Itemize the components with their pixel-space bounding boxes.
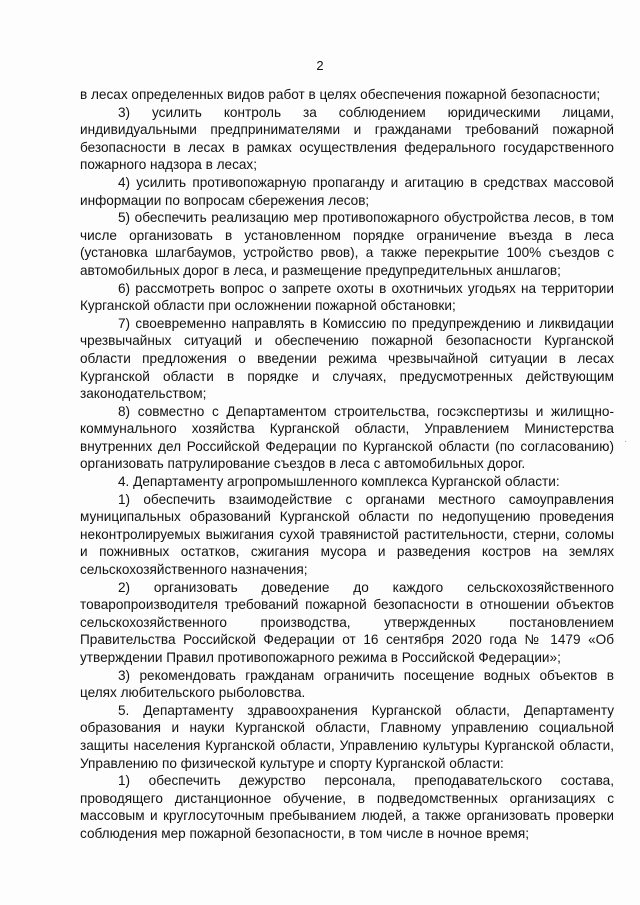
paragraph-section-4-item-3: 3) рекомендовать гражданам ограничить посещение водных объектов в целях любительского рыболовства.: [80, 667, 614, 701]
margin-mark: ·: [624, 436, 628, 447]
document-body: [80, 86, 614, 843]
paragraph-item-3: 3) усилить контроль за соблюдением юридическими лицами, индивидуальными предпринимателями и гражданами требований пожарной безопасности в лесах в рамках осуществления федерального государственного пожарного надзора в лесах;: [80, 104, 614, 173]
paragraph-item-8: 8) совместно с Департаментом строительства, госэкспертизы и жилищно-коммунального хозяйства Курганской области, Управлением Министерства внутренних дел Российской Федерации по Курганской области (по согласованию) организовать патрулирование съездов в леса с автомобильных дорог.: [80, 403, 614, 472]
paragraph-section-4: 4. Департаменту агропромышленного комплекса Курганской области:: [118, 474, 560, 490]
paragraph-item-6: 6) рассмотреть вопрос о запрете охоты в охотничьих угодьях на территории Курганской области при осложнении пожарной обстановки;: [80, 280, 614, 314]
paragraph-section-5-item-1: 1) обеспечить дежурство персонала, преподавательского состава, проводящего дистанционное обучение, в подведомственных организациях с массовым и круглосуточным пребыванием людей, а также организовать проверки соблюдения мер пожарной безопасности, в том числе в ночное время;: [80, 773, 614, 841]
paragraph-continuation: в лесах определенных видов работ в целях обеспечения пожарной безопасности;: [80, 87, 601, 102]
paragraph-item-5: 5) обеспечить реализацию мер противопожарного обустройства лесов, в том числе организовать в установленном порядке ограничение въезда в леса (установка шлагбаумов, устройство рвов), а также перекрытие 100% съездов с автомобильных дорог в леса, и размещение предупредительных аншлагов;: [80, 210, 614, 278]
paragraph-item-7: 7) своевременно направлять в Комиссию по предупреждению и ликвидации чрезвычайных ситуаций и обеспечению пожарной безопасности Курганской области предложения о введении режима чрезвычайной ситуации в лесах Курганской области в порядке и случаях, предусмотренных действующим законодательством;: [80, 315, 614, 402]
paragraph-section-4-item-2: 2) организовать доведение до каждого сельскохозяйственного товаропроизводителя требований пожарной безопасности в отношении объектов сельскохозяйственного производства, утвержденных постановлением Правительства Российской Федерации от 16 сентября 2020 года № 1479 «Об утверждении Правил противопожарного режима в Российской Федерации»;: [80, 579, 614, 665]
paragraph-section-5: 5. Департаменту здравоохранения Курганской области, Департаменту образования и науки Курганской области, Главному управлению социальной защиты населения Курганской области, Управлению культуры Курганской области, Управлению по физической культуре и спорту Курганской области:: [80, 702, 614, 771]
paragraph-item-4: 4) усилить противопожарную пропаганду и агитацию в средствах массовой информации по вопросам сбережения лесов;: [80, 174, 614, 208]
paragraph-section-4-item-1: 1) обеспечить взаимодействие с органами местного самоуправления муниципальных образований Курганской области по недопущению проведения неконтролируемых выжигания сухой травянистой растительности, стерни, соломы и пожнивных остатков, сжигания мусора и разведения костров на землях сельскохозяйственного назначения;: [80, 491, 614, 578]
page-number: 2: [316, 58, 324, 73]
